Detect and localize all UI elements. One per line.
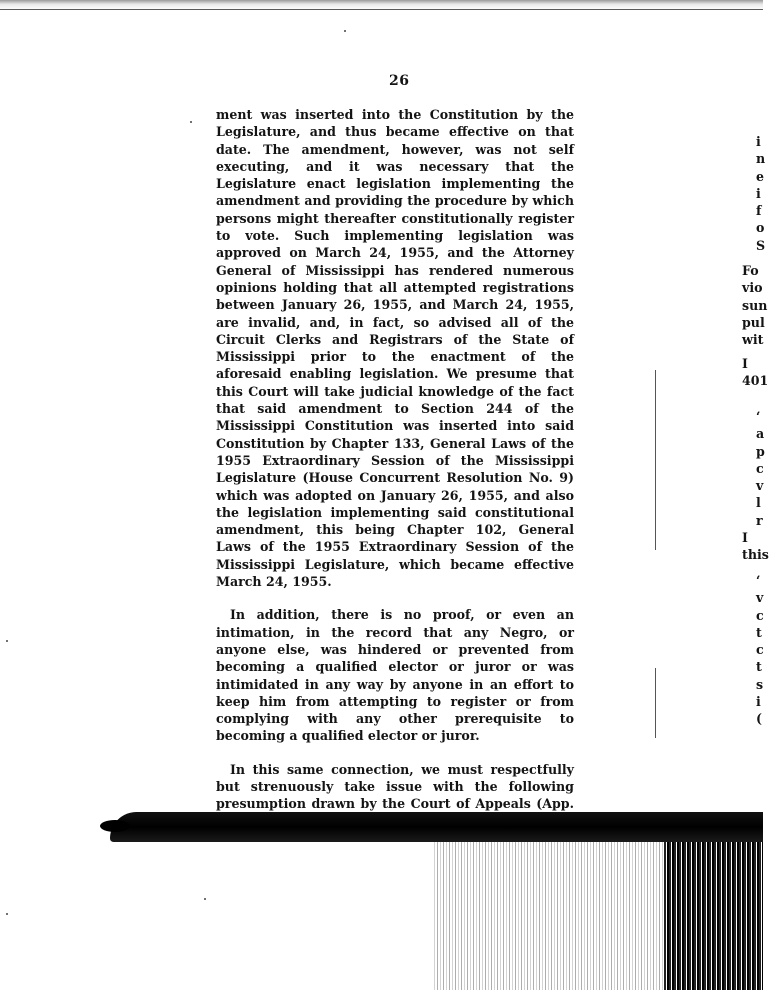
paragraph-1: ment was inserted into the Constitution by the Legislature, and thus became effective on that date. The amendment, however, was not self executing, and it was necessary that the Legislature enact legislation implementing the amendment and providing the procedure by which persons might thereafter constitutionally register to vote. Such implementing legislation was approved on March 24, 1955, and the Attorney General of Mississippi has rendered numerous opinions holding that all attempted registrations between January 26, 1955, and March 24, 1955, are invalid, and, in fact, so advised all of the Circuit Clerks and Registrars of the State of Mississippi prior to the enactment of the aforesaid enabling legislation. We presume that this Court will take judicial knowledge of the fact that said amendment to Section 244 of the Mississippi Constitution was inserted into said Constitution by Chapter 133, General Laws of the 1955 Extraordinary Session of the Mississippi Legislature (House Concurrent Resolution No. 9) which was adopted on January 26, 1955, and also the legislation implementing said constitutional amendment, this being Chapter 102, General Laws of the 1955 Extraordinary Session of the Mississippi Legislature, which became effective March 24, 1955. <box>216 107 574 590</box>
facing-page-fragment-e: I this <box>742 530 769 563</box>
facing-page-fragment-d: ‘ a p c v l r <box>756 409 765 528</box>
facing-page-fragment-a: i n e i f o S <box>756 134 766 253</box>
scan-speck <box>190 121 192 123</box>
scan-speck <box>6 913 8 915</box>
scan-speck <box>204 898 206 900</box>
paragraph-3: In this same connection, we must respectfully but strenuously take issue with the following presumption drawn by the Court of Appeals (App. <box>216 761 574 812</box>
scan-speck <box>6 640 8 642</box>
main-text-column <box>216 106 574 830</box>
scan-top-shadow <box>0 0 763 14</box>
scan-noise-dark <box>664 842 763 990</box>
scan-binding-shadow <box>110 812 763 842</box>
scan-speck <box>344 30 346 32</box>
paragraph-2: In addition, there is no proof, or even an intimation, in the record that any Negro, or anyone else, was hindered or prevented from becoming a qualified elector or juror or was intimidated in any way by anyone in an effort to keep him from attempting to register or from complying with any other prerequisite to becoming a qualified elector or juror. <box>216 607 574 744</box>
facing-page-fragment-b: Fo vio sun pul wit <box>742 263 768 348</box>
page-number: 26 <box>389 73 410 89</box>
gutter-line-lower <box>655 668 656 738</box>
page-top-edge <box>0 9 763 10</box>
facing-page-fragment-f: ‘ v c t c t s i ( <box>756 573 764 727</box>
facing-page-fragment-c: I 401 <box>742 356 769 389</box>
gutter-line-upper <box>655 370 656 550</box>
